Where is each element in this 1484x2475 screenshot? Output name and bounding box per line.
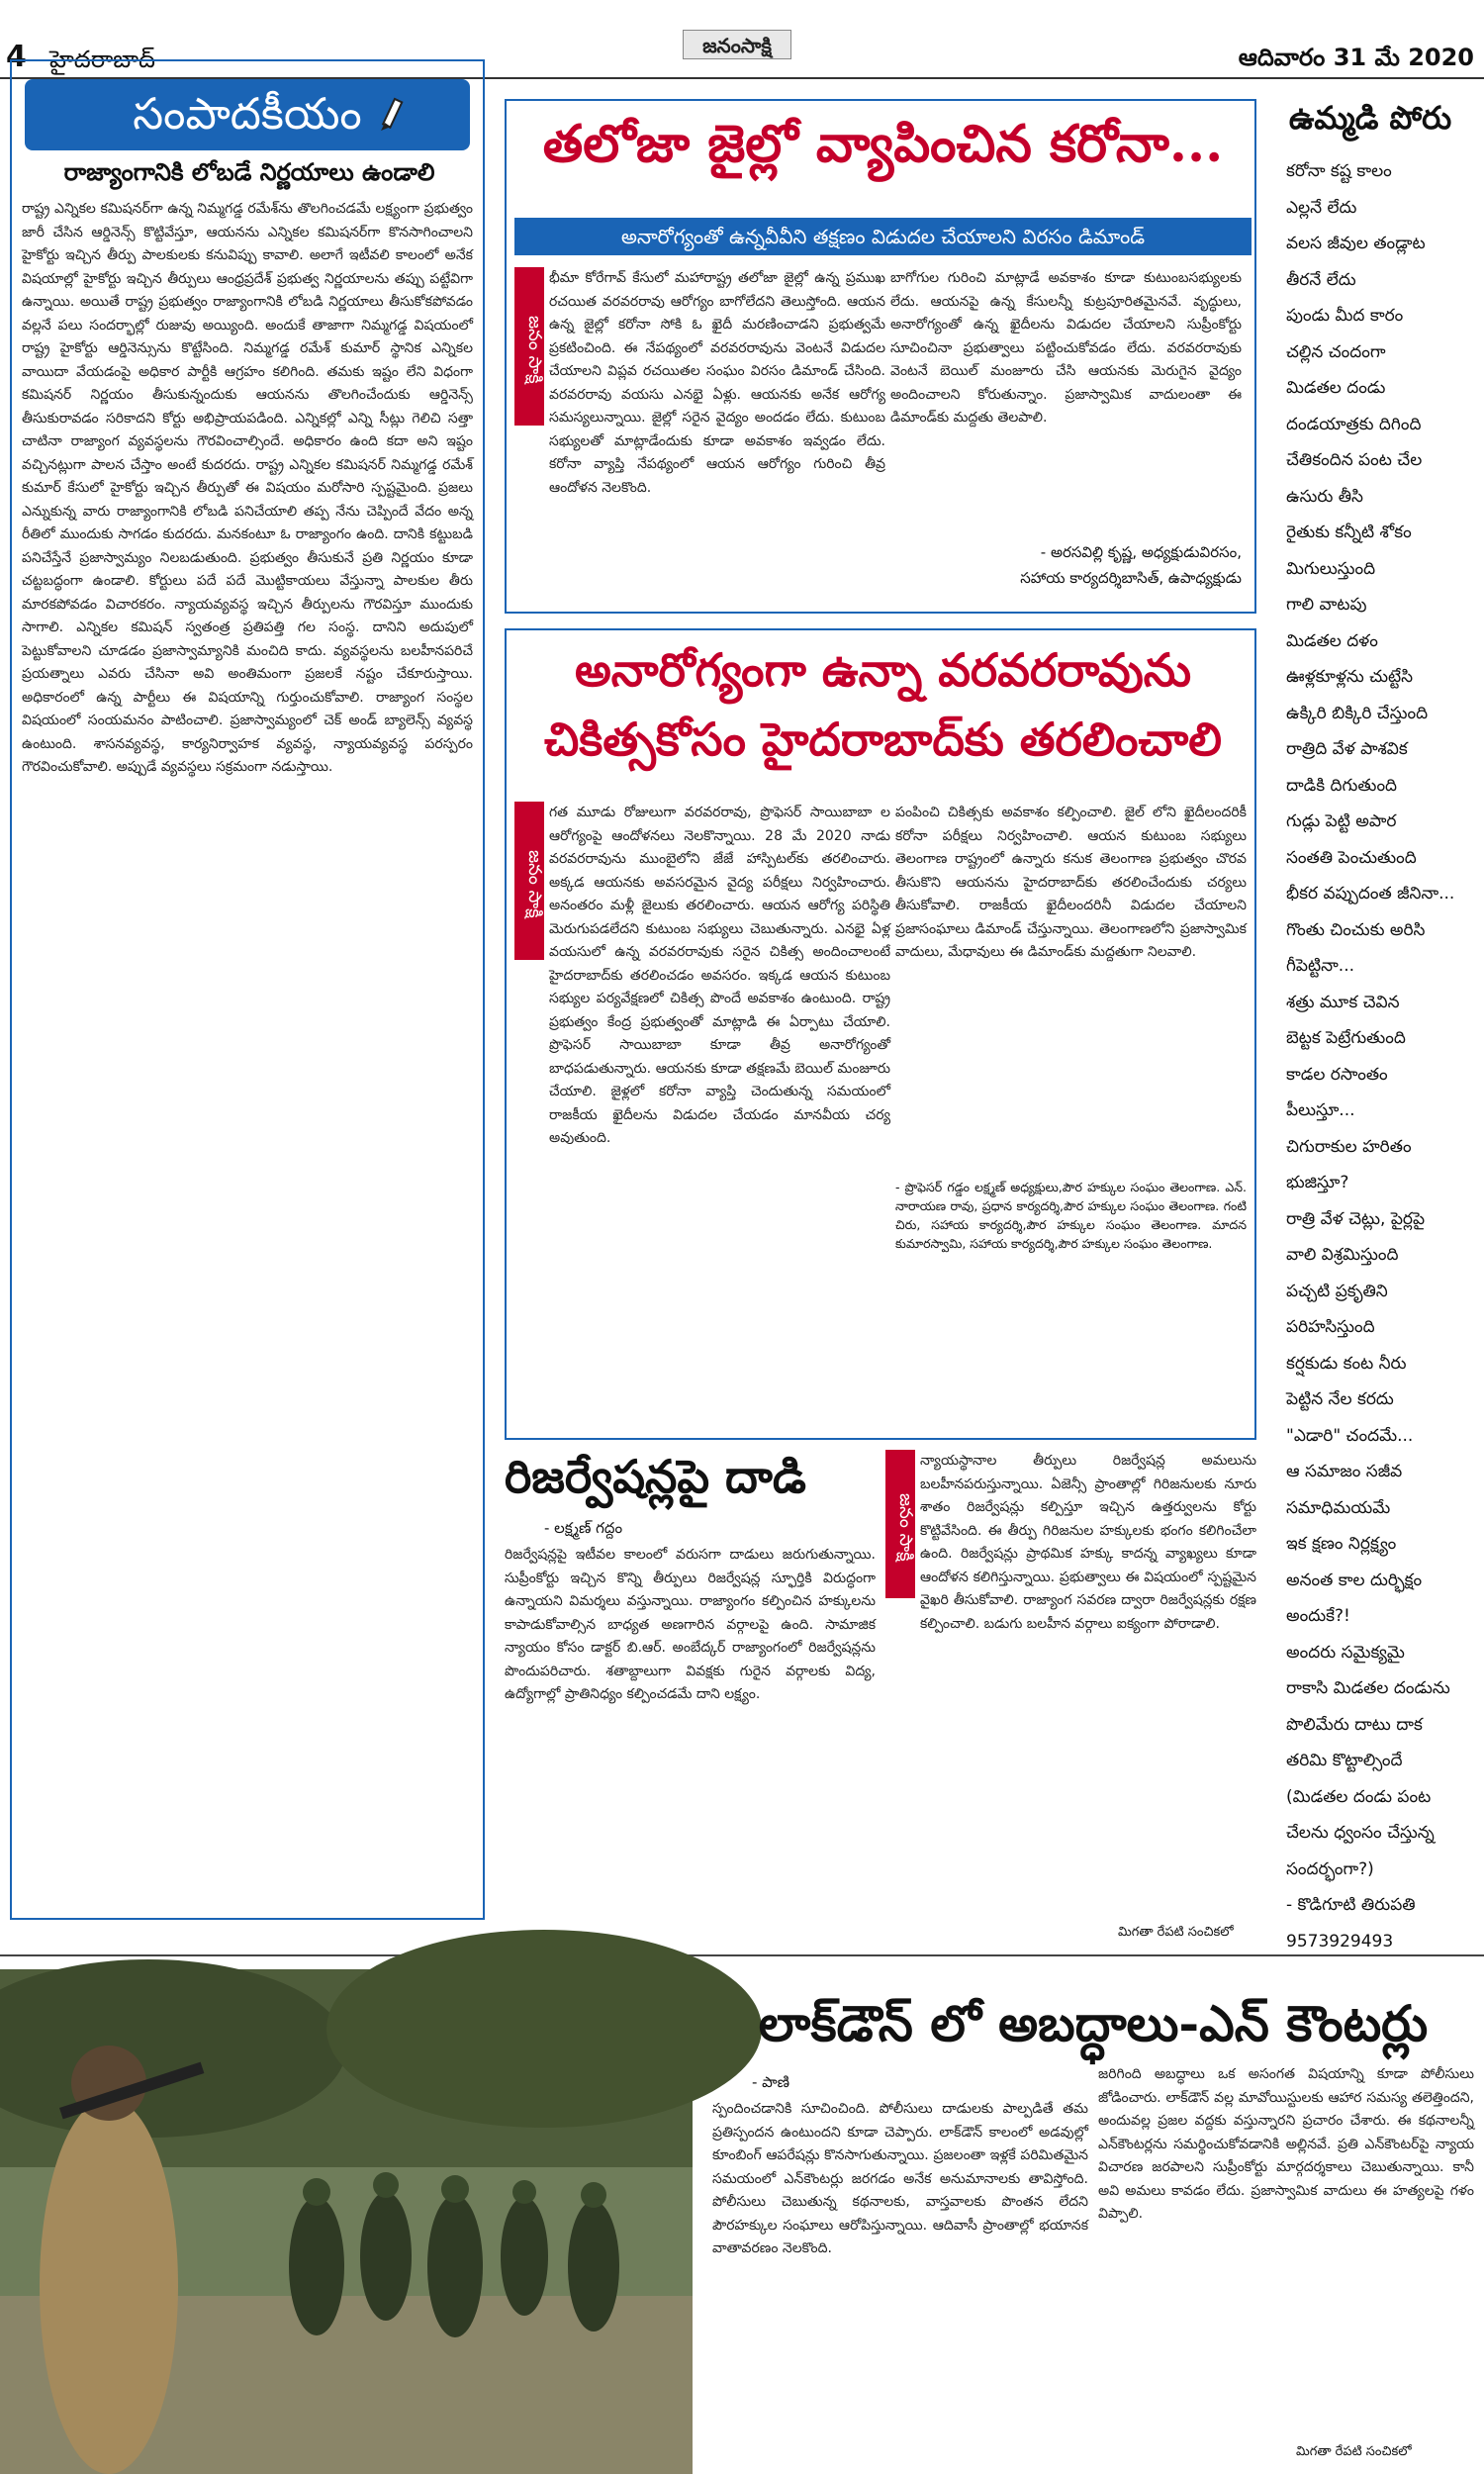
poem-line: పీలుస్తూ...: [1286, 1100, 1355, 1120]
article-headline-reservations: రిజర్వేషన్లపై దాడి: [505, 1450, 806, 1503]
poem-line: పరిహసిస్తుంది: [1286, 1317, 1375, 1337]
poem-line: భుజిస్తూ?: [1286, 1173, 1349, 1192]
poem-line: రైతుకు కన్నీటి శోకం: [1286, 523, 1412, 542]
poem-line: అందరు సమైక్యమై: [1286, 1642, 1405, 1663]
poem-line: తీరనే లేదు: [1286, 269, 1356, 290]
poem-line: ఆ సమాజం సజీవ: [1286, 1462, 1403, 1481]
poem-line: ఉక్కిరి బిక్కిరి చేస్తుంది: [1286, 703, 1429, 723]
article-headline-varavararao-line2: చికిత్సకోసం హైదరాబాద్‌కు తరలించాలి: [544, 713, 1222, 766]
continued-note: మిగతా రేపటి సంచికలో: [1296, 2444, 1412, 2459]
page-number: 4: [6, 40, 27, 74]
poem-line: చిగురాకుల హరితం: [1286, 1136, 1412, 1157]
police-patrol-photo: [0, 1969, 693, 2474]
poem-line: పొలిమేరు దాటు దాక: [1286, 1714, 1423, 1735]
poem-line: మిగులుస్తుంది: [1286, 558, 1376, 579]
article-text-encounters-col1: స్పందించడానికి సూచించింది. పోలీసులు దాడులకు పాల్పడితే తమ ప్రతిస్పందన ఉంటుందని కూడా చెప్పారు. లాక్‌డౌన్ కాలంలో అడవుల్లో కూంబింగ్ ఆపరేషన్లు కొనసాగుతున్నాయి. ప్రజలంతా ఇళ్లకే పరిమితమైన సమయంలో ఎన్‌కౌంటర్లు జరగడం అనేక అనుమానాలకు తావిస్తోంది. పోలీసులు చెబుతున్న కథనాలకు, వాస్తవాలకు పొంతన లేదని పౌరహక్కుల సంఘాలు ఆరోపిస్తున్నాయి. ఆదివాసీ ప్రాంతాల్లో భయానక వాతావరణం నెలకొంది.: [712, 2101, 1088, 2256]
article-text-taloja-col1: భీమా కోరేగావ్ కేసులో మహారాష్ట్ర తలోజా జైల్లో ఉన్న ప్రముఖ రచయిత వరవరరావు ఆరోగ్యం బాగోలేదని తెలుస్తోంది. ఆయన ఉన్న జైల్లో కరోనా సోకి ఓ ఖైదీ మరణించాడని ప్రభుత్వమే ప్రకటించింది. ఈ నేపథ్యంలో వరవరరావును వెంటనే విడుదల చేయాలని విప్లవ రచయితల సంఘం విరసం డిమాండ్ చేసింది. వరవరరావు వయసు ఎనభై ఏళ్లు. ఆయనకు అనేక ఆరోగ్య సమస్యలున్నాయి. జైల్లో సరైన వైద్యం అందడం లేదు. కుటుంబ సభ్యులతో మాట్లాడేందుకు కూడా అవకాశం ఇవ్వడం లేదు. కరోనా వ్యాప్తి నేపథ్యంలో ఆయన ఆరోగ్యం గురించి తీవ్ర ఆందోళన నెలకొంది.: [549, 270, 885, 496]
continued-note: మిగతా రేపటి సంచికలో: [1118, 1925, 1234, 1940]
poem-line: పుండు మీద కారం: [1286, 306, 1404, 326]
article-headline-taloja: తలోజా జైల్లో వ్యాపించిన కరోనా...: [542, 114, 1224, 174]
poem-line: కర్షకుడు కంట నీరు: [1286, 1353, 1407, 1374]
article-signature-taloja: [890, 539, 1242, 591]
article-text-varavararao-col2: పంపించి చికిత్సకు అవకాశం కల్పించాలి. జైల్ లోని ఖైదీలందరికీ కరోనా పరీక్షలు నిర్వహించాలి. ఆయన కుటుంబ సభ్యులు తెలంగాణ రాష్ట్రంలో ఉన్నారు కనుక తెలంగాణ ప్రభుత్వం చొరవ తీసుకొని ఆయనను హైదరాబాద్‌కు తరలించేందుకు చర్యలు తీసుకోవాలి. రాజకీయ ఖైదీలందరినీ విడుదల చేయాలని ప్రజాసంఘాలు డిమాండ్ చేస్తున్నాయి. తెలంగాణలోని ప్రజాస్వామిక వాదులు, మేధావులు ఈ డిమాండ్‌కు మద్దతుగా నిలవాలి.: [895, 805, 1247, 960]
section-divider: [0, 1954, 1484, 1956]
poem-line: దండయాత్రకు దిగింది: [1286, 414, 1422, 434]
article-strap-taloja: అనారోగ్యంతో ఉన్నవీవీని తక్షణం విడుదల చేయాలని విరసం డిమాండ్: [514, 218, 1252, 255]
article-text-taloja-col2: బాగోగుల గురించి మాట్లాడే అవకాశం కూడా కుటుంబసభ్యులకు లేదు. ఆయనపై ఉన్న కేసులన్నీ కుట్రపూరితమైనవే. వృద్ధులు, అనారోగ్యంతో ఉన్న ఖైదీలను విడుదల చేయాలని సుప్రీంకోర్టు సూచించినా ప్రభుత్వాలు పట్టించుకోవడం లేదు. వరవరరావుకు వెంటనే బెయిల్ మంజూరు చేసి ఆయనకు మెరుగైన వైద్యం అందించాలని కోరుతున్నాం. ప్రజాస్వామిక వాదులంతా ఈ డిమాండ్‌కు మద్దతు తెలపాలి.: [890, 270, 1242, 426]
poem-line: గుడ్లు పెట్టి అపార: [1286, 811, 1397, 831]
poem-line: గొంతు చించుకు అరిసి: [1286, 919, 1426, 940]
poem-line: - కొడిగూటి తిరుపతి: [1286, 1895, 1416, 1915]
poem-line: రాత్రిది వేళ పాశవిక: [1286, 739, 1408, 759]
janam-sakshi-tag: జనం సాక్షి: [514, 802, 544, 960]
editorial-headline: రాజ్యాంగానికి లోబడే నిర్ణయాలు ఉండాలి: [63, 158, 435, 186]
poem-line: (మిడతల దండు పంట: [1286, 1786, 1432, 1807]
poem-line: అందుకే?!: [1286, 1606, 1350, 1626]
poem-line: చల్లిన చందంగా: [1286, 341, 1386, 362]
edition-city: హైదరాబాద్: [49, 46, 155, 73]
poem-line: ఎల్లనే లేదు: [1286, 197, 1357, 218]
article-text-encounters-col2: జరిగింది అబద్ధాలు ఒక అసంగత విషయాన్ని కూడా పోలీసులు జోడించారు. లాక్‌డౌన్ వల్ల మావోయిస్టులకు ఆహార సమస్య తలెత్తిందని, అందువల్ల ప్రజల వద్దకు వస్తున్నారని ప్రచారం చేశారు. ఈ కథనాలన్నీ ఎన్‌కౌంటర్లను సమర్థించుకోవడానికి అల్లినవే. ప్రతి ఎన్‌కౌంటర్‌పై న్యాయ విచారణ జరపాలని సుప్రీంకోర్టు మార్గదర్శకాలు చెబుతున్నాయి. కానీ అవి అమలు కావడం లేదు. ప్రజాస్వామిక వాదులు ఈ హత్యలపై గళం విప్పాలి.: [1098, 2066, 1474, 2222]
editorial-text: రాష్ట్ర ఎన్నికల కమిషనర్‌గా ఉన్న నిమ్మగడ్డ రమేశ్‌ను తొలగించడమే లక్ష్యంగా ప్రభుత్వం జారీ చేసిన ఆర్డినెన్స్‌ కొట్టివేస్తూ, ఆయనను ఎన్నికల కమిషనర్‌గా కొనసాగించాలని హైకోర్టు ఇచ్చిన తీర్పు పాలకులకు కనువిప్పు కావాలి. అలాగే ఇటీవలి కాలంలో అనేక విషయాల్లో హైకోర్టు ఇచ్చిన తీర్పులు ఆంధ్రప్రదేశ్‌ ప్రభుత్వ నిర్ణయాలను తప్పు పట్టేవిగా ఉన్నాయి. అయితే రాష్ట్ర ప్రభుత్వం రాజ్యాంగానికి లోబడి నిర్ణయాలు తీసుకోకపోవడం వల్లనే పలు సందర్భాల్లో రుజువు అయ్యింది. అందుకే తాజాగా నిమ్మగడ్డ విషయంలో రాష్ట్ర హైకోర్టు ఆర్డినెన్సును కొట్టేసింది. నిమ్మగడ్డ రమేశ్‌ కుమార్‌ స్థానిక ఎన్నికల వాయిదా వేయడంపై అధికార పార్టీకి ఆగ్రహం కలిగింది. తమకు ఇష్టం లేని విధంగా కమిషనర్ నిర్ణయం తీసుకున్నందుకు ఆయనను తొలగించేందుకు ఆర్డినెన్స్ తీసుకురావడం సరికాదని కోర్టు అభిప్రాయపడింది. ఎన్నికల్లో ఎన్ని సీట్లు గెలిచి సత్తా చాటినా రాజ్యాంగ వ్యవస్థలను గౌరవించాల్సిందే. అధికారం ఉంది కదా అని ఇష్టం వచ్చినట్లుగా పాలన చేస్తాం అంటే కుదరదు. రాష్ట్ర ఎన్నికల కమిషనర్ నిమ్మగడ్డ రమేశ్ కుమార్ కేసులో హైకోర్టు ఇచ్చిన తీర్పుతో ఈ విషయం మరోసారి స్పష్టమైంది. ప్రజలు ఎన్నుకున్న వారు రాజ్యాంగానికి లోబడి పనిచేయాలి తప్ప నేను చెప్పిందే వేదం అన్న రీతిలో ముందుకు సాగడం కుదరదు. మనకంటూ ఓ రాజ్యాంగం ఉంది. దానికి కట్టుబడి పనిచేస్తేనే ప్రజాస్వామ్యం నిలబడుతుంది. ప్రభుత్వం తీసుకునే ప్రతి నిర్ణయం కూడా చట్టబద్ధంగా ఉండాలి. కోర్టులు పదే పదే మొట్టికాయలు వేస్తున్నా పాలకుల తీరు మారకపోవడం విచారకరం. న్యాయవ్యవస్థ ఇచ్చిన తీర్పులను గౌరవిస్తూ ముందుకు సాగాలి. ఎన్నికల కమిషన్ స్వతంత్ర ప్రతిపత్తి గల సంస్థ. దానిని అదుపులో పెట్టుకోవాలని చూడడం ప్రజాస్వామ్యానికి మంచిది కాదు. వ్యవస్థలను బలహీనపరిచే ప్రయత్నాలు ఎవరు చేసినా అవి అంతిమంగా ప్రజలకే నష్టం చేకూరుస్తాయి. అధికారంలో ఉన్న పార్టీలు ఈ విషయాన్ని గుర్తుంచుకోవాలి. రాజ్యాంగ సంస్థల విషయంలో సంయమనం పాటించాలి. ప్రజాస్వామ్యంలో చెక్ అండ్ బ్యాలెన్స్ వ్యవస్థ ఉంటుంది. శాసనవ్యవస్థ, కార్యనిర్వాహక వ్యవస్థ, న్యాయవ్యవస్థ పరస్పరం గౌరవించుకోవాలి. అప్పుడే వ్యవస్థలు సక్రమంగా నడుస్తాయి.: [22, 201, 473, 775]
poem-line: మిడతల దండు: [1286, 378, 1386, 398]
poem-line: చేతికందిన పంట చేల: [1286, 450, 1423, 470]
article-signature-varavararao: - ప్రొఫెసర్ గడ్డం లక్ష్మణ్ అధ్యక్షులు,పౌర హక్కుల సంఘం తెలంగాణ. ఎన్. నారాయణ రావు, ప్రధాన కార్యదర్శి,పౌర హక్కుల సంఘం తెలంగాణ. గంటి చిరు, సహాయ కార్యదర్శి,పౌర హక్కుల సంఘం తెలంగాణ. మాదన కుమారస్వామి, సహాయ కార్యదర్శి,పౌర హక్కుల సంఘం తెలంగాణ.: [895, 1180, 1247, 1251]
newspaper-logo: జనంసాక్షి: [683, 30, 791, 59]
pen-icon: [371, 97, 411, 137]
poem-line: ఉసురు తీసి: [1286, 486, 1363, 507]
poem-line: బెట్టక పెట్రేగుతుంది: [1286, 1028, 1406, 1048]
poem-line: గీపెట్టినా...: [1286, 956, 1354, 976]
poem-line: పచ్చటి ప్రకృతిని: [1286, 1281, 1388, 1301]
poem-line: తరిమి కొట్టాల్సిందే: [1286, 1751, 1403, 1770]
poem-line: వాలి విశ్రమిస్తుంది: [1286, 1245, 1399, 1265]
dateline: ఆదివారం 31 మే 2020: [1238, 44, 1474, 71]
poem-line: మిడతల దళం: [1286, 630, 1378, 651]
article-text-reservations-col2: న్యాయస్థానాల తీర్పులు రిజర్వేషన్ల అమలును బలహీనపరుస్తున్నాయి. ఏజెన్సీ ప్రాంతాల్లో గిరిజనులకు నూరు శాతం రిజర్వేషన్లు కల్పిస్తూ ఇచ్చిన ఉత్తర్వులను కోర్టు కొట్టివేసింది. ఈ తీర్పు గిరిజనుల హక్కులకు భంగం కలిగించేలా ఉంది. రిజర్వేషన్లు ప్రాథమిక హక్కు కాదన్న వ్యాఖ్యలు కూడా ఆందోళన కలిగిస్తున్నాయి. ప్రభుత్వాలు ఈ విషయంలో స్పష్టమైన వైఖరి తీసుకోవాలి. రాజ్యాంగ సవరణ ద్వారా రిజర్వేషన్లకు రక్షణ కల్పించాలి. బడుగు బలహీన వర్గాలు ఐక్యంగా పోరాడాలి.: [920, 1453, 1256, 1632]
poem-line: ఇక క్షణం నిర్లక్ష్యం: [1286, 1534, 1397, 1554]
poem-line: అనంత కాల దుర్భిక్షం: [1286, 1570, 1423, 1590]
article-byline-reservations: - లక్ష్మణ్ గద్దం: [544, 1519, 623, 1537]
poem-line: గాలి వాటపు: [1286, 595, 1367, 615]
poem-line: సమాధిమయమే: [1286, 1497, 1391, 1518]
poem-line: దాడికి దిగుతుంది: [1286, 775, 1398, 796]
poem-line: రాకాసి మిడతల దండును: [1286, 1678, 1450, 1698]
poem-line: చేలను ధ్వంసం చేస్తున్న: [1286, 1823, 1435, 1843]
janam-sakshi-tag: జనం సాక్షి: [514, 267, 544, 426]
poem-line: పెట్టిన నేల కరదు: [1286, 1389, 1394, 1409]
article-text-varavararao-col1: గత మూడు రోజులుగా వరవరరావు, ప్రొఫెసర్ సాయిబాబా ల ఆరోగ్యంపై ఆందోళనలు నెలకొన్నాయి. 28 మే 2020 నాడు వరవరరావును ముంబైలోని జేజే హాస్పిటల్‌కు తరలించారు. అక్కడ ఆయనకు అవసరమైన వైద్య పరీక్షలు నిర్వహించారు. అనంతరం మళ్లీ జైలుకు తరలించారు. ఆయన ఆరోగ్య పరిస్థితి మెరుగుపడలేదని కుటుంబ సభ్యులు చెబుతున్నారు. ఎనభై ఏళ్ల వయసులో ఉన్న వరవరరావుకు సరైన చికిత్స అందించాలంటే హైదరాబాద్‌కు తరలించడం అవసరం. ఇక్కడ ఆయన కుటుంబ సభ్యుల పర్యవేక్షణలో చికిత్స పొందే అవకాశం ఉంటుంది. రాష్ట్ర ప్రభుత్వం కేంద్ర ప్రభుత్వంతో మాట్లాడి ఈ ఏర్పాటు చేయాలి. ప్రొఫెసర్ సాయిబాబా కూడా తీవ్ర అనారోగ్యంతో బాధపడుతున్నారు. ఆయనకు కూడా తక్షణమే బెయిల్ మంజూరు చేయాలి. జైళ్లలో కరోనా వ్యాప్తి చెందుతున్న సమయంలో రాజకీయ ఖైదీలను విడుదల చేయడం మానవీయ చర్య అవుతుంది.: [549, 805, 890, 1146]
poem-line: భీకర వప్పుదంత జీనినా...: [1286, 884, 1455, 904]
article-text-reservations-col1: రిజర్వేషన్లపై ఇటీవల కాలంలో వరుసగా దాడులు జరుగుతున్నాయి. సుప్రీంకోర్టు ఇచ్చిన కొన్ని తీర్పులు రిజర్వేషన్ల స్ఫూర్తికి విరుద్ధంగా ఉన్నాయని విమర్శలు వస్తున్నాయి. రాజ్యాంగం కల్పించిన హక్కులను కాపాడుకోవాల్సిన బాధ్యత అణగారిన వర్గాలపై ఉంది. సామాజిక న్యాయం కోసం డాక్టర్ బి.ఆర్. అంబేద్కర్ రాజ్యాంగంలో రిజర్వేషన్లను పొందుపరిచారు. శతాబ్దాలుగా వివక్షకు గురైన వర్గాలకు విద్య, ఉద్యోగాల్లో ప్రాతినిధ్యం కల్పించడమే దాని లక్ష్యం.: [505, 1547, 876, 1702]
poem-title: ఉమ్మడి పోరు: [1288, 99, 1452, 137]
poem-line: కాడల రసాంతం: [1286, 1064, 1388, 1085]
article-headline-varavararao-line1: అనారోగ్యంగా ఉన్నా వరవరరావును: [575, 643, 1191, 697]
signature-line-2: సహాయ కార్యదర్శిబాసిత్, ఉపాధ్యక్షుడు: [1020, 569, 1242, 587]
poem-line: వలస జీవుల తండ్లాట: [1286, 234, 1426, 253]
signature-line-1: - అరసవిల్లి కృష్ణ, అధ్యక్షుడువిరసం,: [1040, 543, 1242, 561]
poem-line: శత్రు మూక చెవిన: [1286, 992, 1400, 1012]
poem-line: 9573929493: [1286, 1931, 1394, 1951]
poem-line: కరోనా కష్ట కాలం: [1286, 161, 1392, 181]
poem-line: సందర్భంగా?): [1286, 1858, 1374, 1879]
poem-line: "ఎడారి" చందమే...: [1286, 1425, 1414, 1446]
article-headline-encounters: లాక్‌డౌన్ లో అబద్ధాలు-ఎన్ కౌంటర్లు: [758, 1994, 1429, 2052]
poem-line: సంతతి పెంచుతుంది: [1286, 847, 1417, 868]
article-byline-encounters: - పాణి: [752, 2073, 790, 2091]
poem-line: రాత్రి వేళ చెట్లు, పైర్లపై: [1286, 1208, 1426, 1229]
poem-body: [1286, 153, 1479, 1951]
editorial-section-title: సంపాదకీయం: [25, 79, 470, 150]
poem-line: ఊళ్లకూళ్లను చుట్టేసి: [1286, 667, 1414, 687]
janam-sakshi-tag: జనం సాక్షి: [885, 1450, 915, 1598]
